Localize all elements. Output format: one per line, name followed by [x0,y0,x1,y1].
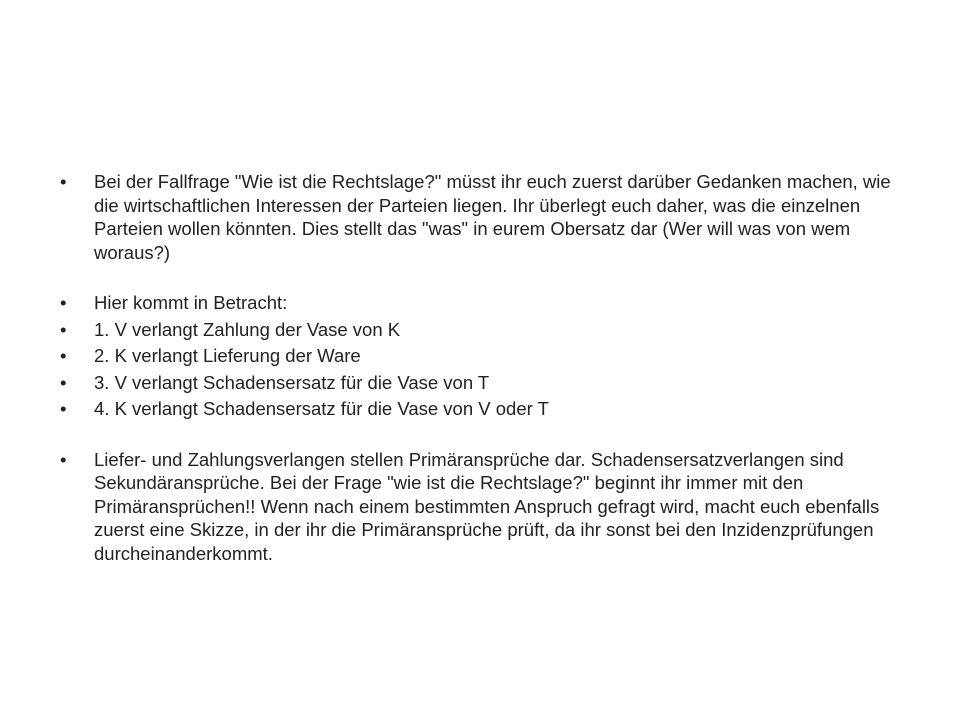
bullet-item-claim-1 [60,318,920,342]
bullet-icon: • [60,398,67,419]
bullet-text: 3. V verlangt Schadensersatz für die Vase von T [94,371,490,393]
bullet-item-fallfrage [60,170,920,264]
bullet-list [60,170,920,568]
bullet-text: 1. V verlangt Zahlung der Vase von K [94,318,401,340]
bullet-icon: • [60,448,67,470]
bullet-item-claim-4 [60,397,920,421]
bullet-item-primaeransprueche [60,448,920,566]
bullet-icon: • [60,171,67,192]
bullet-text: Bei der Fallfrage "Wie ist die Rechtslage?" müsst ihr euch zuerst darüber Gedanken machen, wie die wirtschaftlichen Interessen der Parteien liegen. Ihr überlegt euch daher, was die einzelnen Parteien wollen könnten. Dies stellt das "was" in eurem Obersatz dar (Wer will was von wem woraus?) [94,171,891,263]
bullet-icon: • [60,318,67,340]
bullet-item-claim-3 [60,371,920,395]
bullet-icon: • [60,371,67,393]
bullet-item-betracht [60,291,920,315]
bullet-text: Liefer- und Zahlungsverlangen stellen Primäransprüche dar. Schadensersatzverlangen sind Sekundäransprüche. Bei der Frage "wie ist die Rechtslage?" beginnt ihr immer mit den Primäransprüchen!! Wenn nach einem bestimmten Anspruch gefragt wird, macht euch ebenfalls zuerst eine Skizze, in der ihr die Primäransprüche prüft, da ihr sonst bei den Inzidenzprüfungen durcheinanderkommt. [94,448,880,564]
bullet-icon: • [60,292,67,313]
bullet-item-claim-2 [60,344,920,368]
bullet-text: 2. K verlangt Lieferung der Ware [94,345,361,366]
bullet-text: 4. K verlangt Schadensersatz für die Vase von V oder T [94,398,549,419]
bullet-icon: • [60,345,67,366]
bullet-text: Hier kommt in Betracht: [94,292,288,313]
